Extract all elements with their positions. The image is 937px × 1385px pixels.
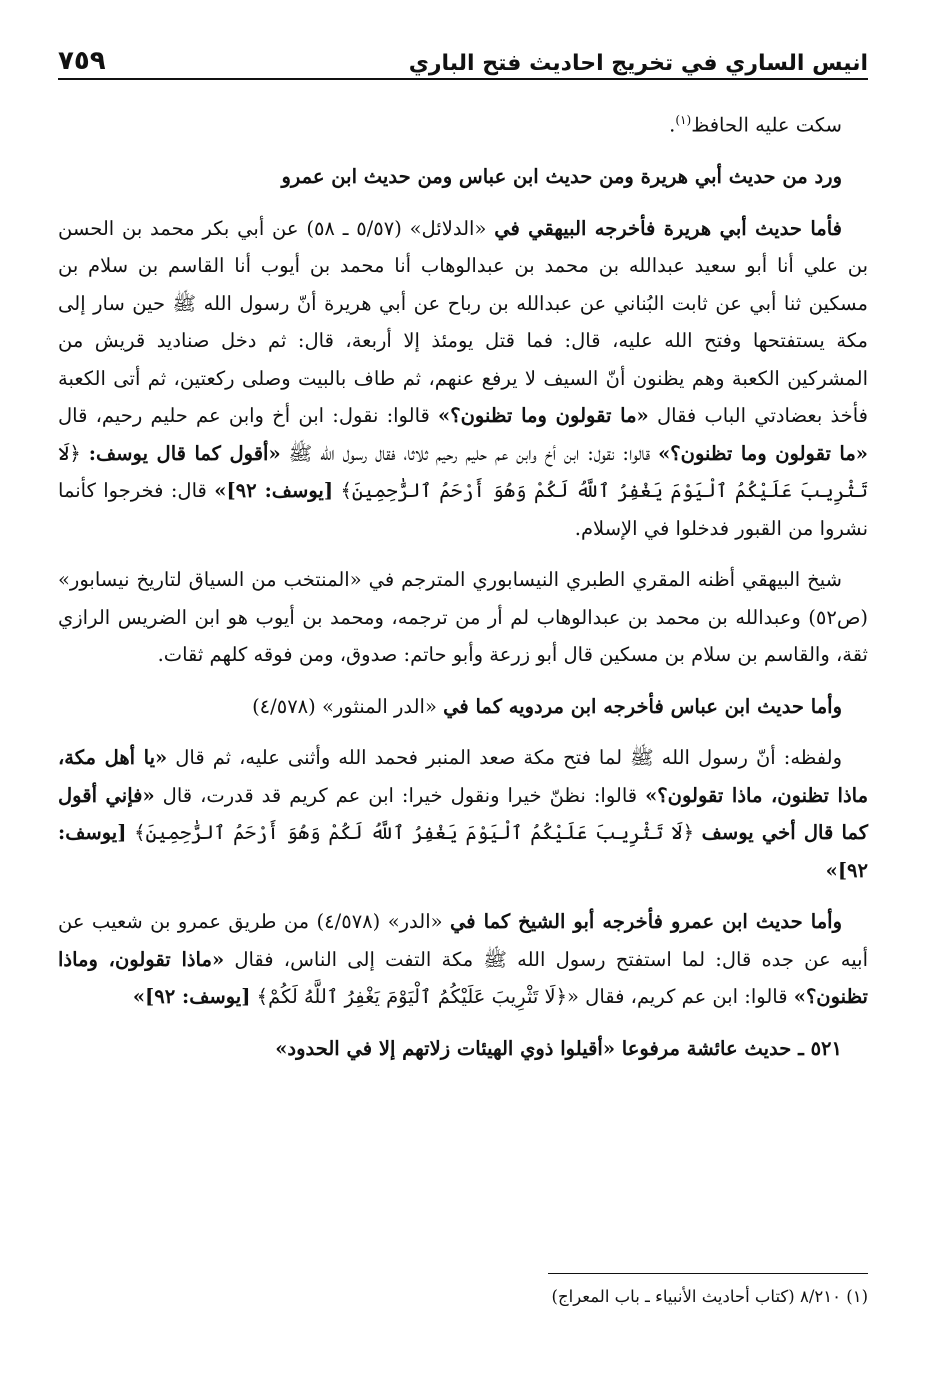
footnote-ref: (١)	[675, 113, 692, 127]
p6-q1: «يا أهل مكة، ماذا تظنون، ماذا تقولون؟»	[58, 746, 869, 807]
p3-body2: قالوا: نقول: ابن أخ وابن عم حليم رحيم، قال	[58, 404, 439, 427]
running-header	[58, 38, 868, 80]
paragraph-7	[58, 903, 868, 1016]
p7-body2: قالوا: ابن عم كريم، فقال	[578, 985, 794, 1008]
hadith-entry-heading	[58, 1030, 868, 1068]
p6-q2: «فإني أقول كما قال أخي يوسف	[58, 783, 869, 844]
section-heading	[58, 158, 868, 196]
p3-verse-ref: [يوسف: ٩٢]»	[214, 479, 334, 502]
p8-text: ٥٢١ ـ حديث عائشة مرفوعا «أقيلوا ذوي الهيئات زلاتهم إلا في الحدود»	[275, 1036, 842, 1060]
p6-quran-verse: ﴿لَا تَثْرِيبَ عَلَيْكُمُ ٱلْيَوْمَ يَغْفِرُ ٱللَّهُ لَكُمْ وَهُوَ أَرْحَمُ ٱلرَّٰحِمِينَ﴾	[126, 821, 702, 844]
p3-q2: «ما تقولون وما تظنون؟»	[658, 441, 868, 465]
p6-body1: ولفظه: أنّ رسول الله ﷺ لما فتح مكة صعد المنبر فحمد الله وأثنى عليه، ثم قال	[167, 746, 842, 769]
p5-lead: وأما حديث ابن عباس فأخرجه ابن مردويه كما في	[443, 694, 842, 718]
book-page	[58, 38, 868, 1358]
p7-lead: وأما حديث ابن عمرو فأخرجه أبو الشيخ كما في	[450, 910, 842, 933]
paragraph-5	[58, 688, 868, 726]
book-title: انيس الساري في تخريج احاديث فتح الباري	[408, 51, 868, 76]
p6-verse-ref: [يوسف: ٩٢]»	[58, 821, 868, 882]
p7-verse-ref: [يوسف: ٩٢]»	[132, 985, 251, 1008]
p7-body1: «الدر» (٤/٥٧٨) من طريق عمرو بن شعيب عن أبيه عن جده قال: لما استفتح رسول الله ﷺ مكة التفت إلى الناس، فقال	[58, 910, 868, 971]
p1-text: سكت عليه الحافظ	[691, 113, 842, 137]
p6-body2: قالوا: نظنّ خيرا ونقول خيرا: ابن عم كريم قد قدرت، قال	[154, 783, 646, 807]
p3-lead: فأما حديث أبي هريرة فأخرجه البيهقي في	[494, 216, 842, 240]
paragraph-1	[58, 102, 868, 144]
page-number: ٧٥٩	[58, 46, 106, 76]
footnote-1: (١) ٨/٢١٠ (كتاب أحاديث الأنبياء ـ باب المعراج)	[551, 1287, 868, 1306]
p3-end: قال: فخرجوا كأنما نشروا من القبور فدخلوا في الإسلام.	[58, 479, 868, 540]
p3-body1: «الدلائل» (٥/٥٧ ـ ٥٨) عن أبي بكر محمد بن الحسن بن علي أنا أبو سعيد عبدالله بن محمد بن عبدالوهاب أنا محمد بن أيوب أنا القاسم بن سلام بن مسكين ثنا أبي عن ثابت البُناني عن عبدالله بن رباح عن أبي هريرة أنّ رسول الله ﷺ حين سار إلى مكة يستفتحها وفتح الله عليه، قال: فما قتل يومئذ إلا أربعة، قال: ثم دخل صناديد قريش من المشركين الكعبة وهم يظنون أنّ السيف لا يرفع عنهم، ثم طاف بالبيت وصلى ركعتين، ثم أتى الكعبة فأخذ بعضادتي الباب فقال	[58, 216, 869, 427]
paragraph-6	[58, 739, 868, 889]
p3-quran-verse: ﴿لَا تَثْرِيبَ عَلَيْكُمُ ٱلْيَوْمَ يَغْفِرُ ٱللَّهُ لَكُمْ وَهُوَ أَرْحَمُ ٱلرَّٰحِمِينَ﴾	[58, 441, 868, 502]
paragraph-4	[58, 561, 868, 674]
footnote-separator	[548, 1273, 868, 1274]
p3-body3: قالوا: نقول: ابن أخ وابن عم حليم رحيم ثلاثا، فقال رسول الله ﷺ	[280, 441, 659, 465]
p1-end: .	[669, 113, 676, 137]
p3-q3: «أقول كما قال يوسف:	[88, 441, 281, 465]
p5-body: «الدر المنثور» (٤/٥٧٨)	[252, 694, 444, 718]
p3-q1: «ما تقولون وما تظنون؟»	[438, 404, 649, 427]
paragraph-3	[58, 210, 868, 548]
page-body	[58, 102, 868, 1067]
p4-text: شيخ البيهقي أظنه المقري الطبري النيسابوري المترجم في «المنتخب من السياق لتاريخ نيسابور» (ص٥٢) وعبدالله بن محمد بن عبدالوهاب لم أر من ترجمه، ومحمد بن أيوب هو ابن الضريس الرازي ثقة، والقاسم بن سلام بن مسكين قال أبو زرعة وأبو حاتم: صدوق، ومن فوقه كلهم ثقات.	[58, 568, 868, 666]
p2-text: ورد من حديث أبي هريرة ومن حديث ابن عباس ومن حديث ابن عمرو	[281, 165, 842, 188]
footnotes	[58, 1273, 868, 1310]
p7-q1: «ماذا تقولون، وماذا تظنون؟»	[58, 947, 868, 1008]
p7-quran-verse: «﴿لَا تَثْرِيبَ عَلَيْكُمُ ٱلْيَوْمَ يَغْفِرُ ٱللَّهُ لَكُمْ﴾	[250, 985, 579, 1008]
